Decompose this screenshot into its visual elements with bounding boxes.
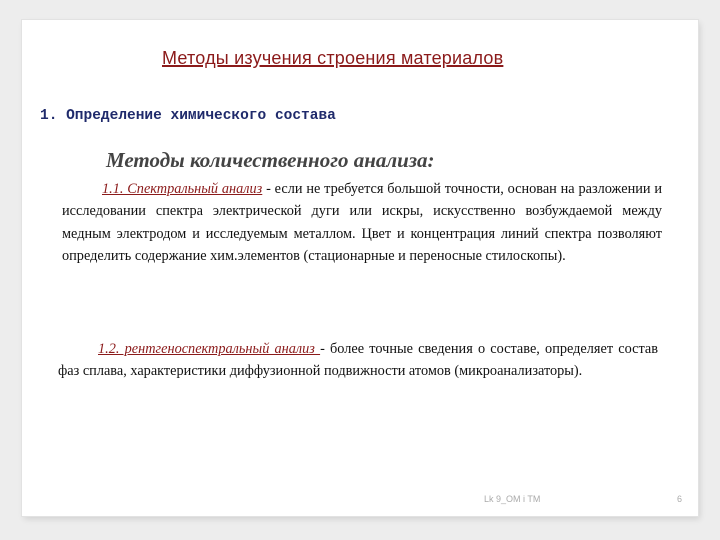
term-spectral-analysis: 1.1. Спектральный анализ [102,181,263,197]
text-xray-analysis: - более точные сведения о составе, определяет состав фаз сплава, характеристики диффузионной подвижности атомов (микроанализаторы). [58,341,658,380]
paragraph-spectral-analysis [62,178,662,267]
subheading: Методы количественного анализа: [106,148,435,172]
paragraph-xray-analysis [58,338,658,383]
section-heading: 1. Определение химического состава [40,108,336,124]
slide-title: Методы изучения строения материалов [162,48,504,68]
term-xray-analysis: 1.2. рентгеноспектральный анализ [98,341,321,357]
footer-label: Lk 9_OM i TM [484,494,541,504]
page-number: 6 [677,494,683,504]
text-spectral-analysis: - если не требуется большой точности, основан на разложении и исследовании спектра электрической дуги или искры, искусственно возбуждаемой между медным электродом и исследуемым металлом. Цвет и концентрация линий спектра позволяют определить содержание хим.элементов (стационарные и переносные стилоскопы). [62,181,662,264]
slide [22,20,698,516]
